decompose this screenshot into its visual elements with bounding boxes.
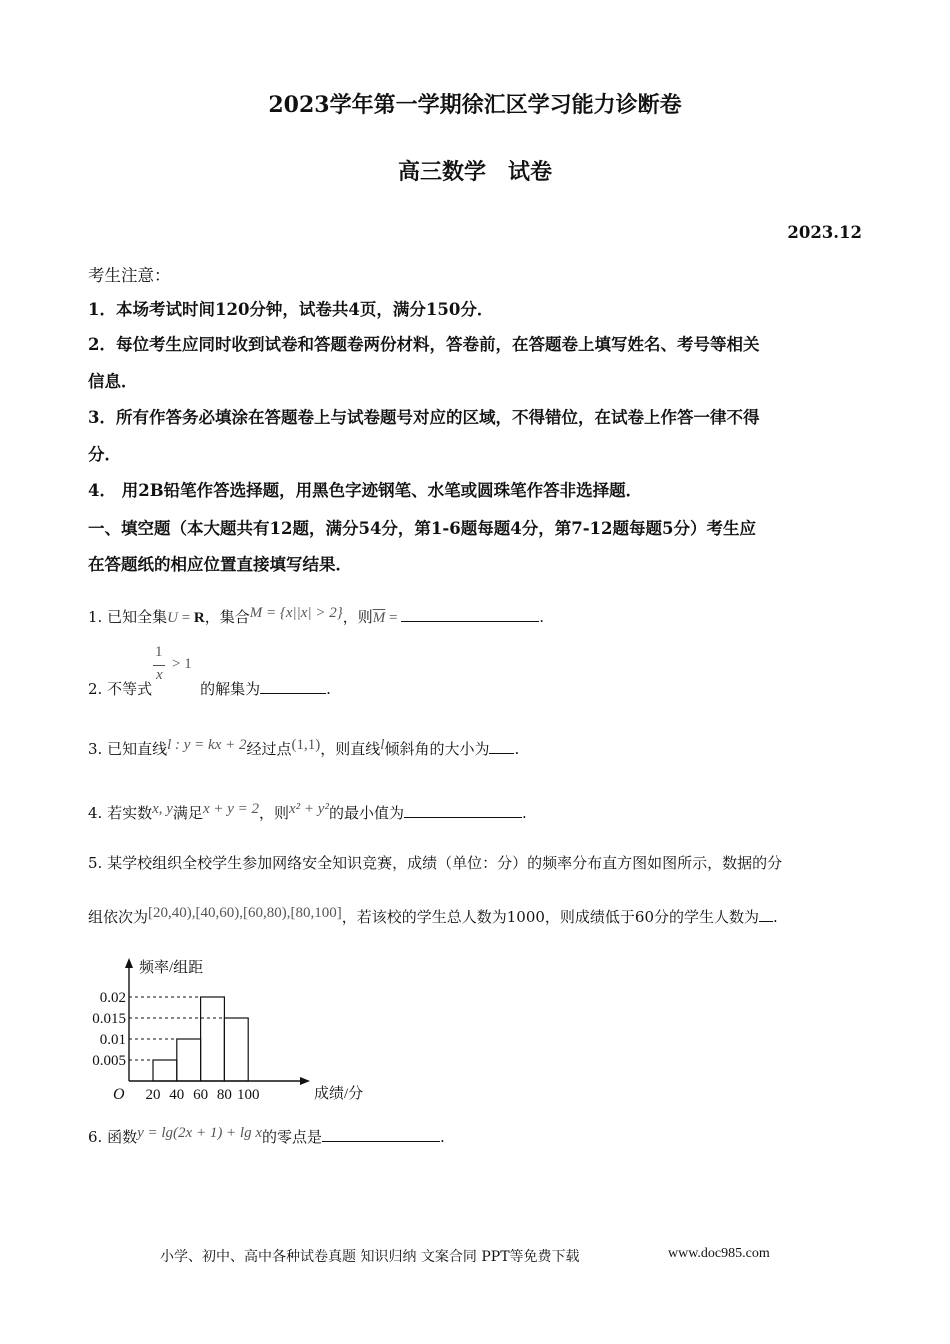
exam-subtitle: 高三数学 试卷: [397, 159, 552, 185]
q3-math-point: (1,1): [291, 737, 321, 753]
y-tick-label: 0.005: [92, 1053, 126, 1069]
exam-title: 2023学年第一学期徐汇区学习能力诊断卷: [268, 92, 682, 118]
notice-heading: 考生注意：: [88, 266, 171, 285]
q6-end: .: [440, 1128, 445, 1146]
q4-answer-blank[interactable]: [404, 803, 522, 818]
q5-answer-blank[interactable]: [759, 907, 773, 922]
q1-math-eq: =: [177, 610, 194, 626]
q3-math-l: l: [380, 737, 385, 753]
q4-math-constraint: x + y = 2: [202, 801, 259, 817]
histogram-bar: [201, 997, 225, 1081]
q4-text-3: ，则: [259, 804, 290, 822]
x-axis-arrow: [300, 1077, 310, 1085]
q3-text-3: ，则直线: [320, 740, 381, 758]
q4-math-target: x² + y²: [289, 801, 329, 817]
q5-text: 组依次为: [88, 908, 149, 926]
footer-text: 小学、初中、高中各种试卷真题 知识归纳 文案合同 PPT等免费下载: [160, 1249, 580, 1265]
x-tick-label: 20: [145, 1087, 161, 1103]
section-1-instruction: 在答题纸的相应位置直接填写结果．: [88, 555, 352, 574]
q2-text-2: 的解集为: [200, 680, 261, 698]
histogram-bar: [177, 1039, 201, 1081]
notice-item-2: 2．每位考生应同时收到试卷和答题卷两份材料，答卷前，在答题卷上填写姓名、考号等相关: [88, 335, 760, 354]
question-4: [88, 802, 527, 823]
exam-date: 2023.12: [787, 223, 862, 242]
notice-item-2-cont: 信息．: [88, 372, 138, 391]
q1-answer-blank[interactable]: [401, 607, 539, 622]
q4-math-xy: x, y: [152, 801, 173, 817]
x-tick-label: 60: [193, 1087, 209, 1103]
q1-math-eq-2: =: [385, 610, 402, 626]
q2-answer-blank[interactable]: [260, 679, 326, 694]
q6-text-2: 的零点是: [262, 1128, 323, 1146]
q3-text: 3. 已知直线: [88, 740, 168, 758]
q3-math-line: l : y = kx + 2: [167, 737, 247, 753]
origin-label: O: [113, 1086, 125, 1103]
x-tick-label: 80: [216, 1087, 232, 1103]
notice-item-3: 3．所有作答务必填涂在答题卷上与试卷题号对应的区域，不得错位，在试卷上作答一律不得: [88, 408, 760, 427]
q5-text-2: ，若该校的学生总人数为1000，则成绩低于60分的学生人数为: [341, 908, 759, 926]
q4-end: .: [521, 804, 527, 822]
q2-fraction-numerator: 1: [155, 644, 163, 660]
q3-end: .: [514, 740, 520, 758]
frequency-histogram: [84, 952, 364, 1112]
q6-answer-blank[interactable]: [322, 1127, 440, 1142]
q3-text-2: 经过点: [246, 740, 292, 758]
q5-end: .: [773, 908, 778, 926]
footer-url[interactable]: www.doc985.com: [668, 1246, 770, 1261]
histogram-bar: [224, 1018, 248, 1081]
q1-math-U: U: [167, 610, 178, 626]
q1-text-3: ，则: [342, 608, 373, 626]
q1-math-complement: $\overline{M}$: [372, 610, 386, 626]
notice-item-3-cont: 分．: [88, 445, 121, 464]
notice-item-4: 4． 用2B铅笔作答选择题，用黑色字迹钢笔、水笔或圆珠笔作答非选择题．: [88, 481, 643, 500]
q5-math-intervals: [20,40),[40,60),[60,80),[80,100]: [148, 905, 342, 921]
q3-answer-blank[interactable]: [489, 739, 514, 754]
notice-item-1: 1．本场考试时间120分钟，试卷共4页，满分150分．: [88, 300, 494, 319]
q1-text: 1. 已知全集: [88, 608, 168, 626]
q3-text-4: 倾斜角的大小为: [384, 740, 490, 758]
y-axis-arrow: [125, 958, 133, 968]
q2-fraction-rhs: > 1: [172, 656, 192, 672]
y-tick-label: 0.01: [99, 1032, 126, 1048]
q6-text: 6. 函数: [88, 1128, 138, 1146]
q2-end: .: [326, 680, 331, 698]
q2-fraction-denominator: x: [156, 667, 163, 683]
q2-text: 2. 不等式: [88, 680, 153, 698]
q4-text: 4. 若实数: [88, 804, 153, 822]
question-6: [88, 1126, 445, 1147]
q1-math-R: R: [193, 610, 205, 626]
question-1: [88, 606, 544, 627]
question-5: 5. 某学校组织全校学生参加网络安全知识竞赛，成绩（单位：分）的频率分布直方图如图所示，数据的分: [88, 854, 783, 872]
question-2: [88, 678, 331, 699]
q2-fraction-bar: [153, 665, 165, 666]
y-tick-label: 0.015: [92, 1011, 126, 1027]
q1-text-2: ，集合: [204, 608, 250, 626]
q6-math-function: y = lg(2x + 1) + lg x: [137, 1125, 263, 1141]
q4-text-2: 满足: [172, 804, 203, 822]
x-axis-label: 成绩/分: [314, 1086, 364, 1102]
question-5-cont: [88, 906, 778, 927]
y-tick-label: 0.02: [99, 990, 126, 1006]
q4-text-4: 的最小值为: [328, 804, 404, 822]
q1-end: .: [539, 608, 544, 626]
question-3: [88, 738, 519, 759]
histogram-bar: [153, 1060, 177, 1081]
x-tick-label: 40: [169, 1087, 185, 1103]
section-1-heading: 一、填空题（本大题共有12题，满分54分，第1-6题每题4分，第7-12题每题5分）考生应: [88, 519, 756, 538]
x-tick-label: 100: [236, 1087, 260, 1103]
y-axis-label: 频率/组距: [139, 960, 204, 976]
q1-math-set: M = {x||x| > 2}: [249, 605, 343, 621]
